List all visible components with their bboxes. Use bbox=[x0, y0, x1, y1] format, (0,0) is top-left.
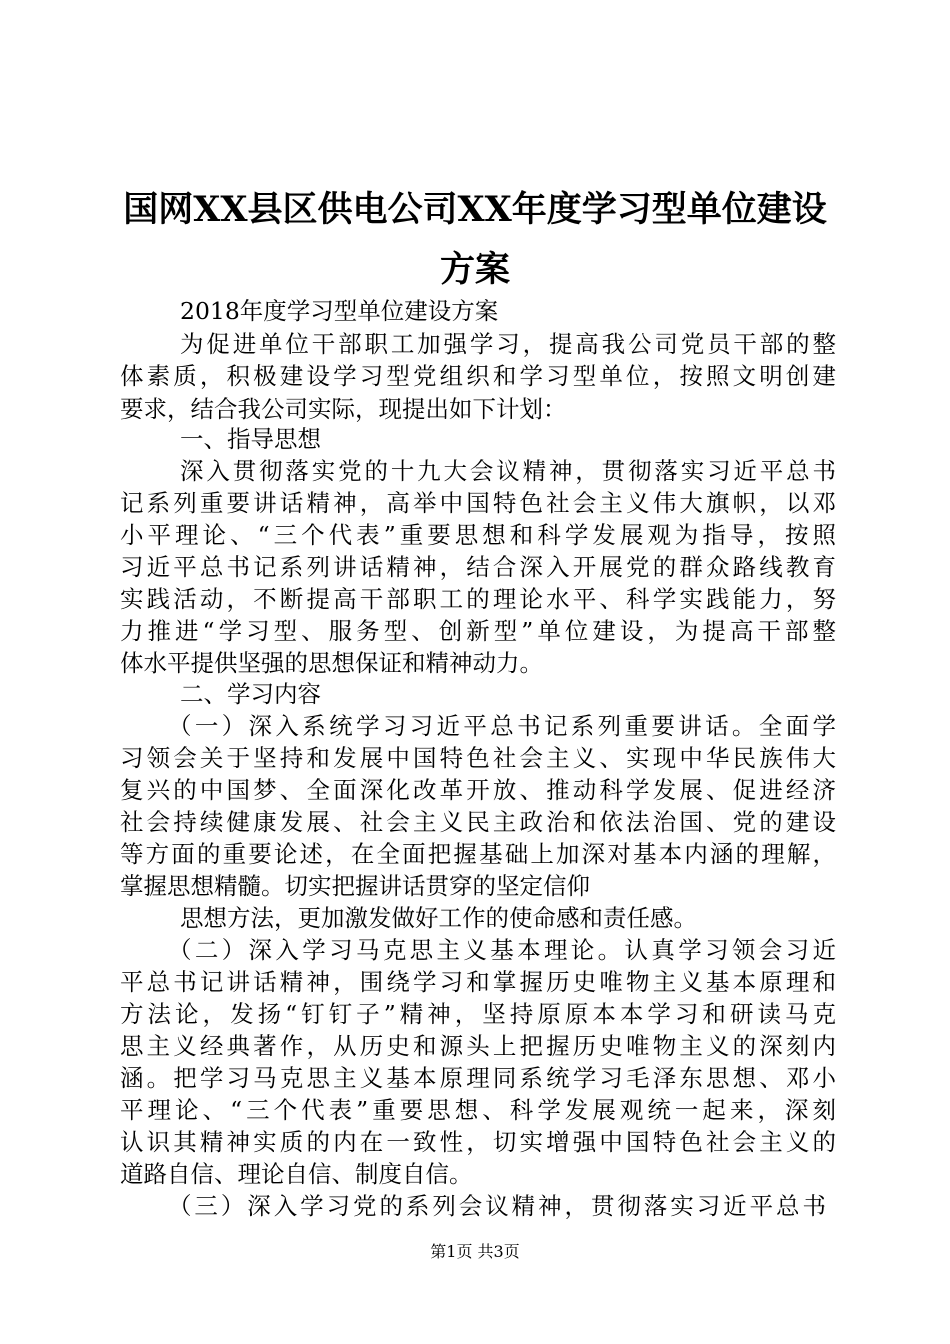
body-line: 道路自信、理论自信、制度自信。 bbox=[120, 1160, 473, 1188]
body-line: 思想方法，更加激发做好工作的使命感和责任感。 bbox=[180, 904, 697, 932]
body-line: 为促进单位干部职工加强学习，提高我公司党员干部的整 bbox=[180, 330, 836, 358]
body-line: 体素质，积极建设学习型党组织和学习型单位，按照文明创建 bbox=[120, 362, 836, 390]
body-line: 小平理论、“三个代表”重要思想和科学发展观为指导，按照 bbox=[120, 521, 836, 549]
body-line: 平总书记讲话精神，围绕学习和掌握历史唯物主义基本原理和 bbox=[120, 968, 836, 996]
body-line: 实践活动，不断提高干部职工的理论水平、科学实践能力，努 bbox=[120, 585, 836, 613]
body-line: 力推进“学习型、服务型、创新型”单位建设，为提高干部整 bbox=[120, 617, 836, 645]
document-title-line-1: 国网XX县区供电公司XX年度学习型单位建设 bbox=[123, 189, 827, 230]
subtitle-line: 2018年度学习型单位建设方案 bbox=[180, 297, 499, 325]
body-line: 掌握思想精髓。切实把握讲话贯穿的坚定信仰 bbox=[120, 872, 590, 900]
body-line: 体水平提供坚强的思想保证和精神动力。 bbox=[120, 649, 543, 677]
body-line: 思主义经典著作，从历史和源头上把握历史唯物主义的深刻内 bbox=[120, 1032, 836, 1060]
body-line: 复兴的中国梦、全面深化改革开放、推动科学发展、促进经济 bbox=[120, 776, 836, 804]
page-number-footer: 第1页 共3页 bbox=[430, 1242, 520, 1261]
section-heading: 一、指导思想 bbox=[180, 425, 321, 453]
body-line: （三）深入学习党的系列会议精神，贯彻落实习近平总书 bbox=[168, 1192, 826, 1220]
body-line: 习领会关于坚持和发展中国特色社会主义、实现中华民族伟大 bbox=[120, 744, 836, 772]
body-line: （一）深入系统学习习近平总书记系列重要讲话。全面学 bbox=[168, 712, 836, 740]
body-line: 方法论，发扬“钉钉子”精神，坚持原原本本学习和研读马克 bbox=[120, 1000, 836, 1028]
section-heading: 二、学习内容 bbox=[180, 680, 321, 708]
body-line: 习近平总书记系列讲话精神，结合深入开展党的群众路线教育 bbox=[120, 553, 836, 581]
body-line: 记系列重要讲话精神，高举中国特色社会主义伟大旗帜，以邓 bbox=[120, 489, 836, 517]
document-title-line-2: 方案 bbox=[439, 249, 510, 290]
body-line: 涵。把学习马克思主义基本原理同系统学习毛泽东思想、邓小 bbox=[120, 1064, 836, 1092]
body-line: 要求，结合我公司实际，现提出如下计划： bbox=[120, 395, 567, 423]
body-line: 深入贯彻落实党的十九大会议精神，贯彻落实习近平总书 bbox=[180, 457, 836, 485]
body-line: 等方面的重要论述，在全面把握基础上加深对基本内涵的理解， bbox=[120, 840, 836, 868]
body-line: （二）深入学习马克思主义基本理论。认真学习领会习近 bbox=[168, 936, 836, 964]
body-line: 社会持续健康发展、社会主义民主政治和依法治国、党的建设 bbox=[120, 808, 836, 836]
body-line: 认识其精神实质的内在一致性，切实增强中国特色社会主义的 bbox=[120, 1128, 836, 1156]
body-line: 平理论、“三个代表”重要思想、科学发展观统一起来，深刻 bbox=[120, 1096, 836, 1124]
